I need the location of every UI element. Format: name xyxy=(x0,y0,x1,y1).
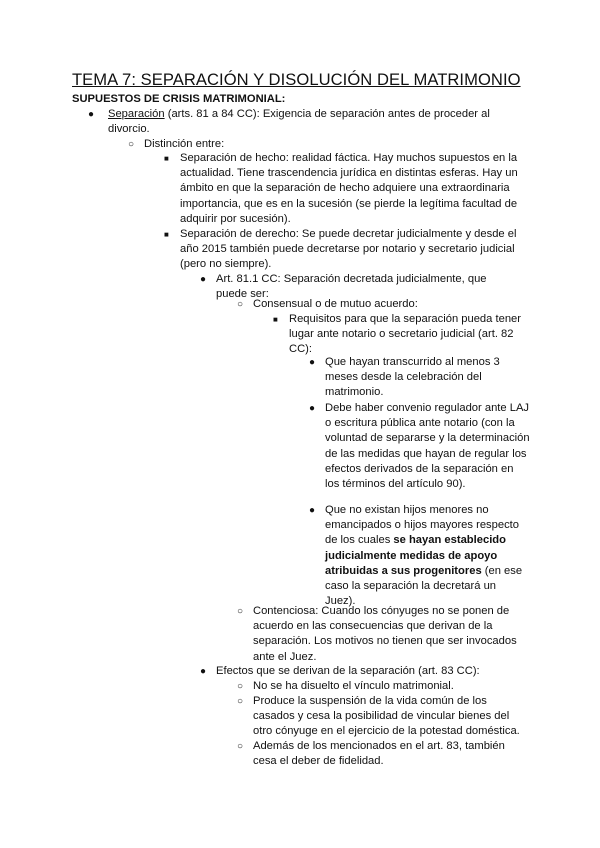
requisito-3-text: Que no existan hijos menores no emancipados o hijos mayores respecto de los cuales xyxy=(325,504,520,547)
list-item-requisitos xyxy=(273,312,521,358)
bullet-square-icon: ■ xyxy=(164,230,169,239)
list-item-text xyxy=(325,503,525,609)
bullet-circle-icon: ○ xyxy=(237,696,244,707)
list-item-requisito-1 xyxy=(309,355,525,401)
page-title: TEMA 7: SEPARACIÓN Y DISOLUCIÓN DEL MATRIMONIO xyxy=(72,70,521,89)
bullet-circle-icon: ○ xyxy=(237,741,244,752)
list-item-efecto-2 xyxy=(237,694,528,740)
separacion-term: Separación xyxy=(108,108,165,120)
requisito-3-text-end: (en ese caso la separación la decretará un Juez). xyxy=(325,564,523,608)
list-item-text: No se ha disuelto el vínculo matrimonial. xyxy=(253,680,454,692)
list-item-efecto-3 xyxy=(237,739,528,769)
list-item-consensual xyxy=(237,297,523,312)
list-item-efectos xyxy=(200,664,536,679)
bullet-square-icon: ■ xyxy=(273,315,278,324)
list-item-text: Produce la suspensión de la vida común de los casados y cesa la posibilidad de vincular bienes del otro cónyuge en el ejercicio de la potestad doméstica. xyxy=(253,695,520,738)
requisito-3-bold: se hayan establecido judicialmente medidas de apoyo atribuidas a sus progenitores xyxy=(325,534,506,577)
list-item-text: Requisitos para que la separación pueda tener lugar ante notario o secretario judicial (art. 82 CC): xyxy=(289,313,521,356)
list-item-text: Que hayan transcurrido al menos 3 meses desde la celebración del matrimonio. xyxy=(325,356,500,399)
list-item-separacion xyxy=(88,107,528,137)
bullet-dot-icon: ● xyxy=(200,666,207,677)
bullet-dot-icon: ● xyxy=(309,505,316,516)
list-item-text: Separación de hecho: realidad fáctica. Hay muchos supuestos en la actualidad. Tiene trascendencia jurídica en distintas esferas. Hay un ámbito en que la separación de hecho adquiere una extraordinaria importancia, que es en la sucesión (se pierde la legítima facultad de adquirir por sucesión). xyxy=(180,152,518,225)
bullet-dot-icon: ● xyxy=(309,403,316,414)
bullet-circle-icon: ○ xyxy=(128,139,135,150)
bullet-dot-icon: ● xyxy=(88,109,95,120)
list-item-text: Distinción entre: xyxy=(144,138,225,150)
bullet-circle-icon: ○ xyxy=(237,681,244,692)
list-item-text: Art. 81.1 CC: Separación decretada judicialmente, que puede ser: xyxy=(216,273,487,301)
bullet-dot-icon: ● xyxy=(200,274,207,285)
list-item-efecto-1 xyxy=(237,679,528,694)
list-item-distincion xyxy=(128,137,524,152)
list-item-hecho xyxy=(164,151,520,227)
section-heading: SUPUESTOS DE CRISIS MATRIMONIAL: xyxy=(72,93,286,105)
list-item-text: Contenciosa: Cuando los cónyuges no se ponen de acuerdo en las consecuencias que derivan de la separación. Los motivos no tienen que ser invocados ante el Juez. xyxy=(253,605,517,663)
list-item-text: Consensual o de mutuo acuerdo: xyxy=(253,298,418,310)
list-item-text: Efectos que se derivan de la separación (art. 83 CC): xyxy=(216,665,480,677)
list-item-requisito-2 xyxy=(309,401,530,492)
separacion-description: (arts. 81 a 84 CC): Exigencia de separación antes de proceder al divorcio. xyxy=(108,108,490,136)
bullet-square-icon: ■ xyxy=(164,154,169,163)
list-item-text xyxy=(108,107,528,137)
bullet-circle-icon: ○ xyxy=(237,299,244,310)
list-item-contenciosa xyxy=(237,604,523,665)
bullet-dot-icon: ● xyxy=(309,357,316,368)
bullet-circle-icon: ○ xyxy=(237,606,244,617)
list-item-derecho xyxy=(164,227,520,273)
list-item-text: Además de los mencionados en el art. 83, también cesa el deber de fidelidad. xyxy=(253,740,505,768)
list-item-text: Debe haber convenio regulador ante LAJ o escritura pública ante notario (con la voluntad de separarse y la determinación de las medidas que hayan de regular los efectos derivados de la separación en los términos del artículo 90). xyxy=(325,402,530,491)
list-item-requisito-3 xyxy=(309,503,525,609)
list-item-text: Separación de derecho: Se puede decretar judicialmente y desde el año 2015 también puede decretarse por notario y secretario judicial (pero no siempre). xyxy=(180,228,517,271)
